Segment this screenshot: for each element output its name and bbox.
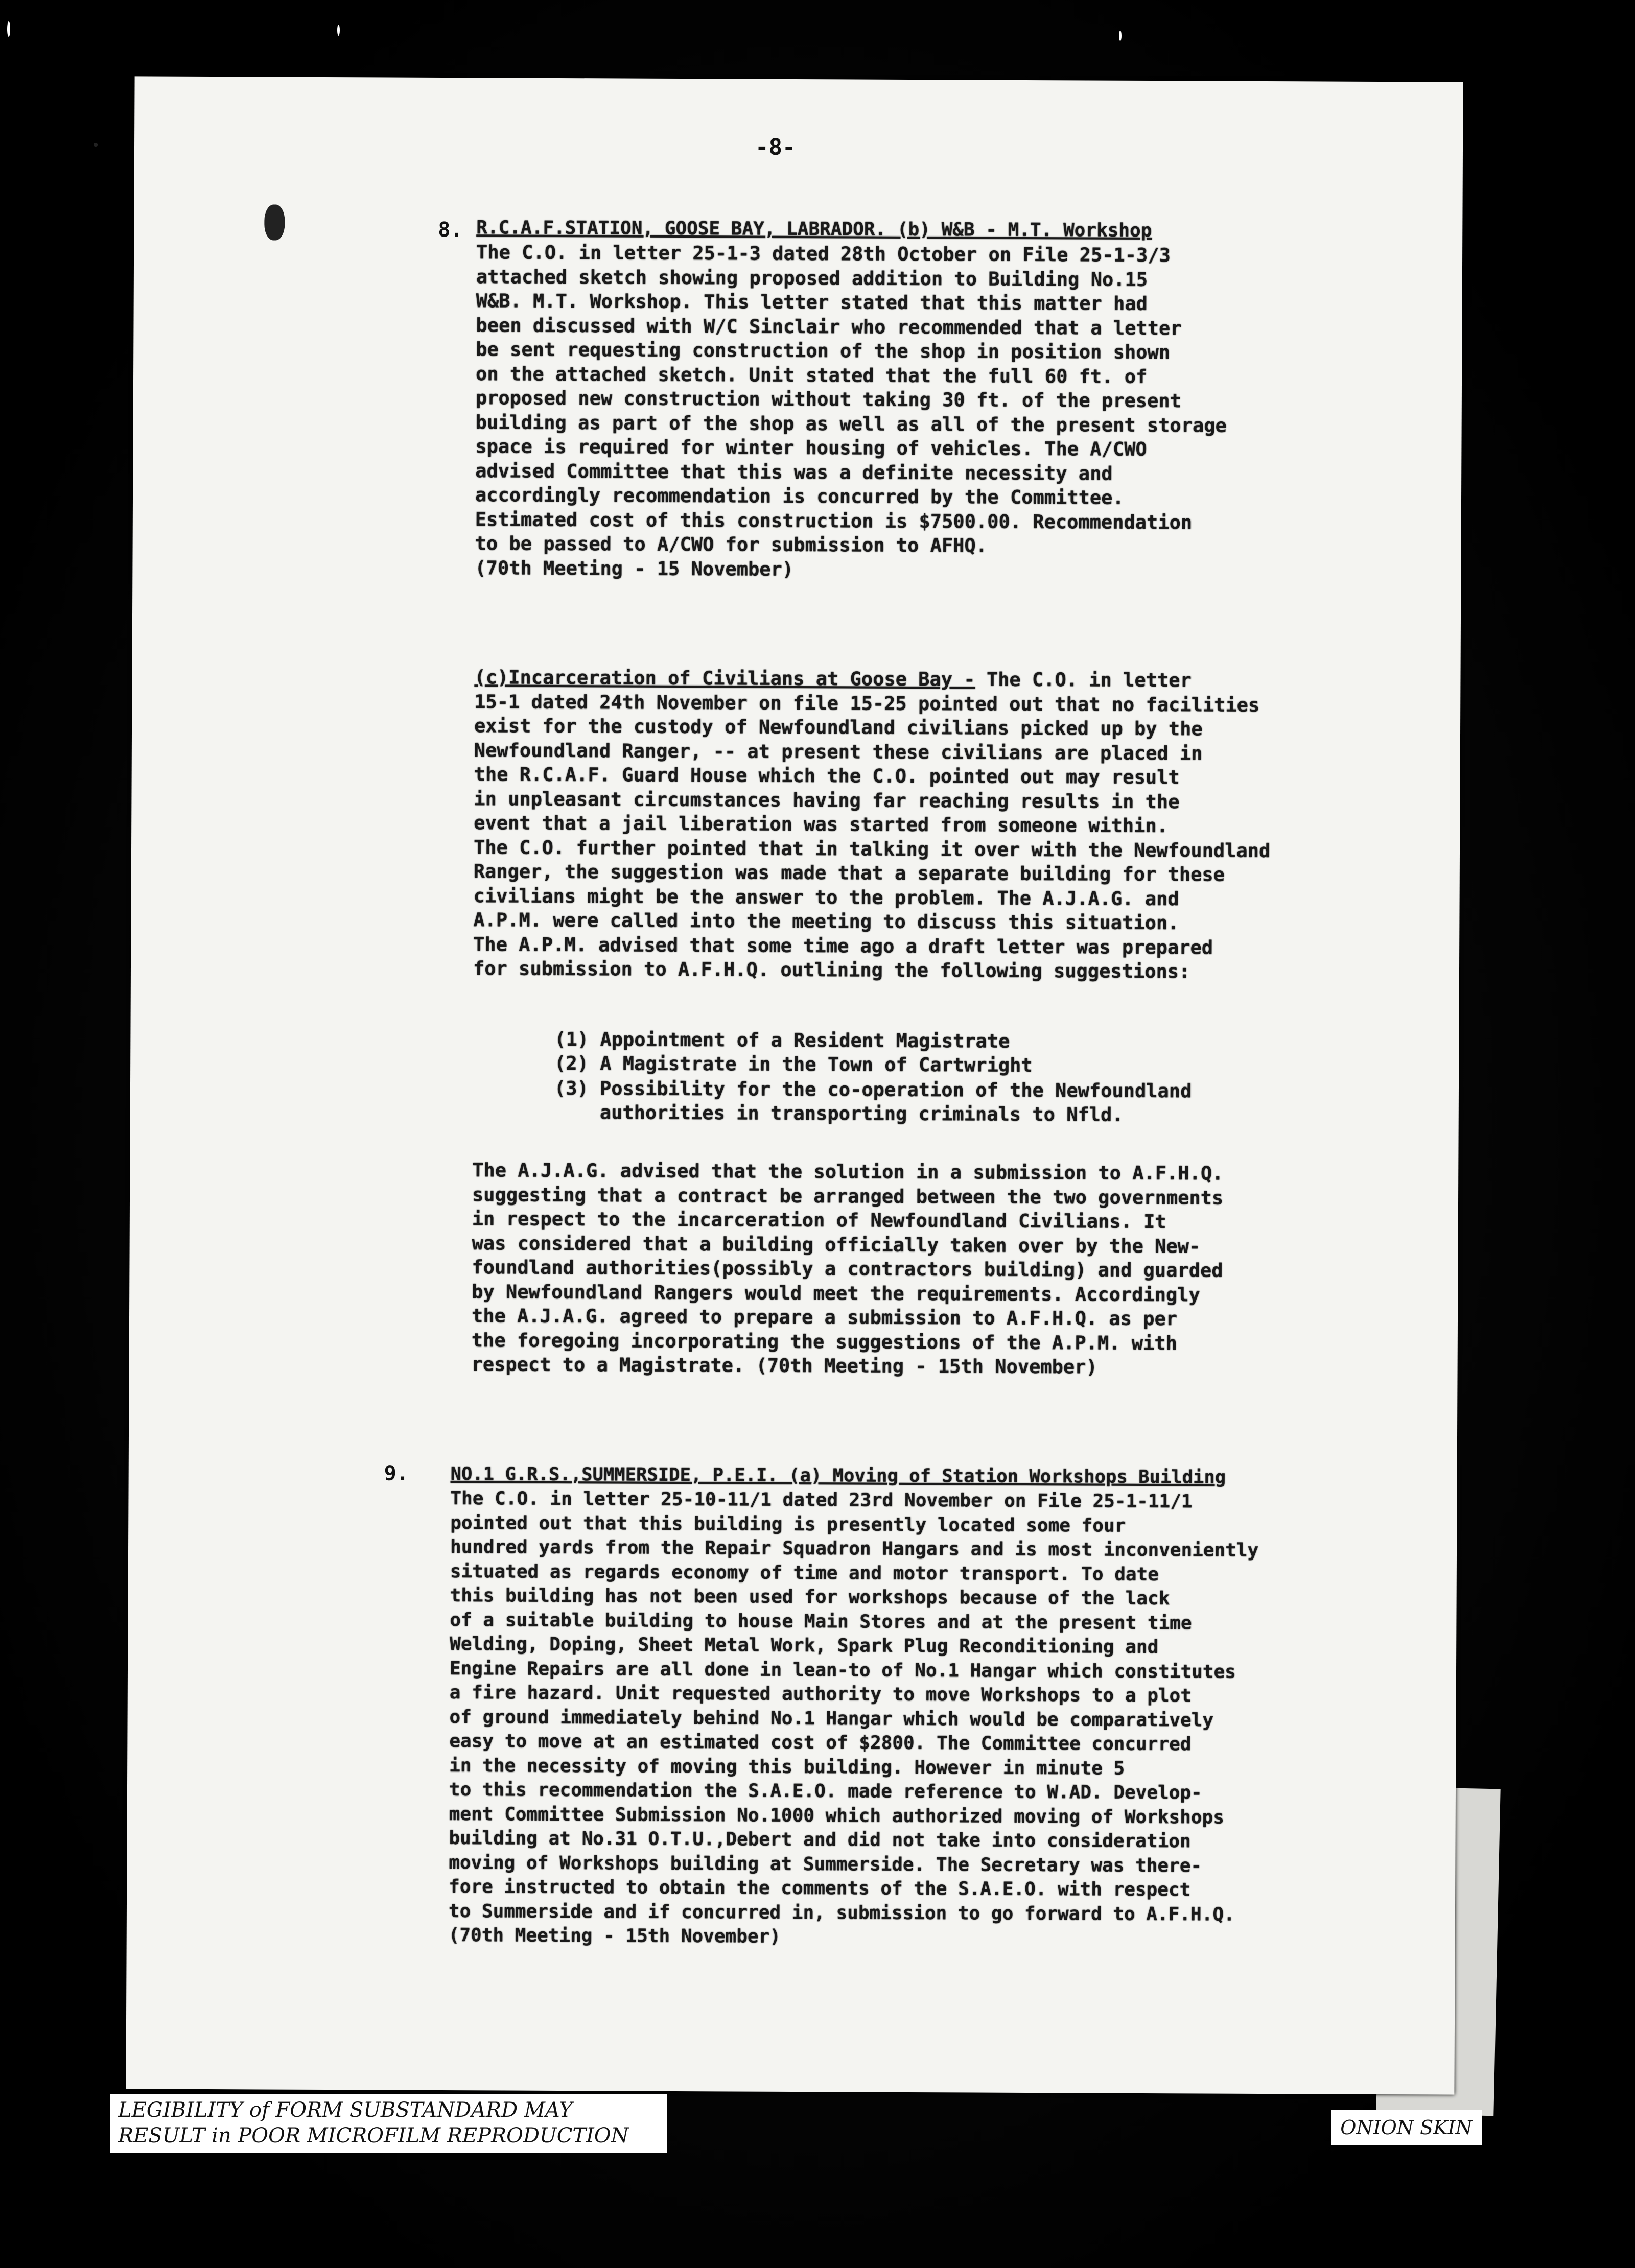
document-page	[126, 76, 1463, 2094]
item-8c-heading: (c)Incarceration of Civilians at Goose Bay -	[474, 666, 975, 691]
film-speck	[7, 21, 10, 37]
legibility-line-1: LEGIBILITY of FORM SUBSTANDARD MAY	[118, 2098, 573, 2122]
speck	[94, 143, 98, 147]
page-number: -8-	[755, 134, 796, 160]
legibility-line-2: RESULT in POOR MICROFILM REPRODUCTION	[118, 2124, 629, 2147]
item-8-heading: R.C.A.F.STATION, GOOSE BAY, LABRADOR. (b) W&B - M.T. Workshop	[476, 217, 1152, 242]
item-8-body: The C.O. in letter 25-1-3 dated 28th October on File 25-1-3/3 attached sketch showing proposed addition to Building No.15 W&B. M.T. Workshop. This letter stated that this matter had been discussed with W/C Sinclair who recommended that a letter be sent requesting construction of the shop in position shown on the attached sketch. Unit stated that the full 60 ft. of proposed new construction without taking 30 ft. of the present building as part of the shop as well as all of the present storage space is required for winter housing of vehicles. The A/CWO advised Committee that this was a definite necessity and accordingly recommendation is concurred by the Committee. Estimated cost of this construction is $7500.00. Recommendation to be passed to A/CWO for submission to AFHQ. (70th Meeting - 15 November)	[475, 241, 1227, 580]
item-9-body: The C.O. in letter 25-10-11/1 dated 23rd November on File 25-1-11/1 pointed out that this building is presently located some four hundred yards from the Repair Squadron Hangars and is most inconveniently situated as regards economy of time and motor transport. To date this building has not been used for workshops because of the lack of a suitable building to house Main Stores and at the present time Welding, Doping, Sheet Metal Work, Spark Plug Reconditioning and Engine Repairs are all done in lean-to of No.1 Hangar which constitutes a fire hazard. Unit requested authority to move Workshops to a plot of ground immediately behind No.1 Hangar which would be comparatively easy to move at an estimated cost of $2800. The Committee concurred in the necessity of moving this building. However in minute 5 to this recommendation the S.A.E.O. made reference to W.AD. Develop- ment Committee Submission No.1000 which authorized moving of Workshops building at No.31 O.T.U.,Debert and did not take into consideration moving of Workshops building at Summerside. The Secretary was there- fore instructed to obtain the comments of the S.A.E.O. with respect to Summerside and if concurred in, submission to go forward to A.F.H.Q. (70th Meeting - 15th November)	[448, 1488, 1259, 1947]
ink-blot	[264, 204, 285, 240]
legibility-stamp	[110, 2094, 667, 2153]
onion-skin-stamp: ONION SKIN	[1331, 2110, 1482, 2145]
item-9-number: 9.	[384, 1461, 409, 1485]
film-speck	[337, 25, 340, 36]
suggestion-1: (1) Appointment of a Resident Magistrate	[554, 1028, 1010, 1052]
film-speck	[1119, 31, 1122, 41]
item-8c-body-text: The C.O. in letter 15-1 dated 24th November on file 15-25 pointed out that no facilities exist for the custody of Newfoundland civilians picked up by the Newfoundland Ranger, -- at present these civilians are placed in the R.C.A.F. Guard House which the C.O. pointed out may result in unpleasant circumstances having far reaching results in the event that a jail liberation was started from someone within. The C.O. further pointed that in talking it over with the Newfoundland Ranger, the suggestion was made that a separate building for these civilians might be the answer to the problem. The A.J.A.G. and A.P.M. were called into the meeting to discuss this situation. The A.P.M. advised that some time ago a draft letter was prepared for submission to A.F.H.Q. outlining the following suggestions:	[473, 668, 1271, 983]
suggestion-2: (2) A Magistrate in the Town of Cartwright	[554, 1052, 1033, 1077]
item-9-heading: NO.1 G.R.S.,SUMMERSIDE, P.E.I. (a) Moving of Station Workshops Building	[450, 1463, 1226, 1488]
item-8c-conclusion: The A.J.A.G. advised that the solution in a submission to A.F.H.Q. suggesting that a contract be arranged between the two governments in respect to the incarceration of Newfoundland Civilians. It was considered that a building officially taken over by the New- foundland authorities(possibly a contractors building) and guarded by Newfoundland Rangers would meet the requirements. Accordingly the A.J.A.G. agreed to prepare a submission to A.F.H.Q. as per the foregoing incorporating the suggestions of the A.P.M. with respect to a Magistrate. (70th Meeting - 15th November)	[471, 1159, 1224, 1378]
item-8c-body	[473, 665, 1271, 984]
suggestion-3: (3) Possibility for the co-operation of the Newfoundland authorities in transporting criminals to Nfld.	[554, 1077, 1192, 1126]
item-8-number: 8.	[438, 218, 463, 242]
